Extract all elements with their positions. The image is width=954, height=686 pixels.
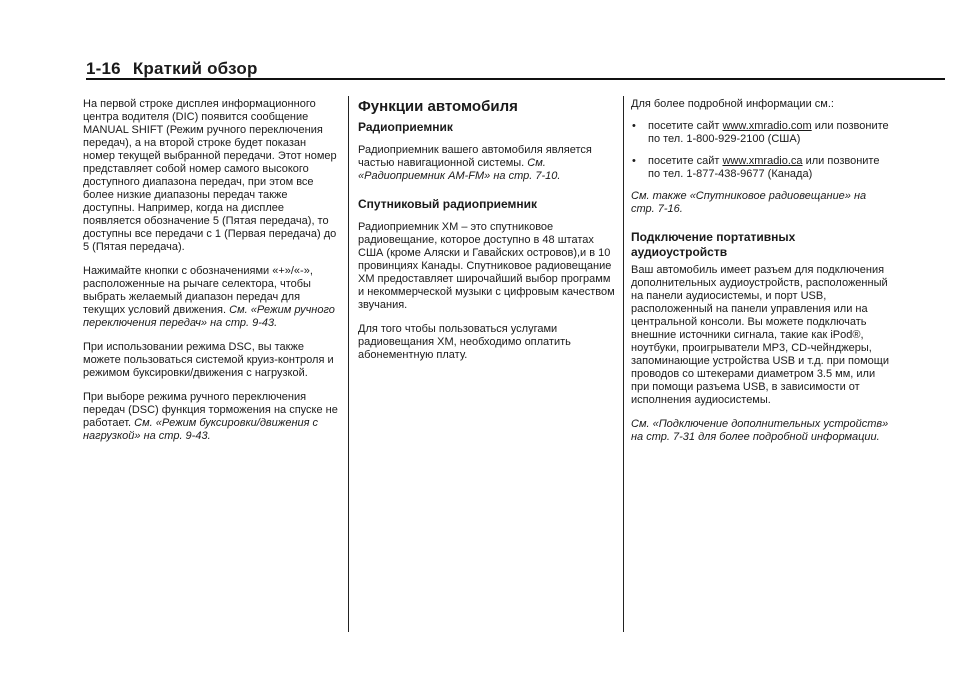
am-fm-reference: См. «Радиоприемник AM-FM» на стр. 7-10. (358, 157, 561, 182)
portable-audio-heading: Подключение портативных аудиоустройств (631, 230, 796, 259)
more-info-intro: Для более подробной информации см.: (631, 98, 834, 110)
column-divider-right (623, 96, 624, 632)
radio-paragraph (358, 144, 615, 183)
page-number: 1-16 (86, 59, 121, 78)
list-item (631, 155, 891, 181)
page-heading (86, 59, 258, 79)
bullet-text: посетите сайт (648, 155, 723, 167)
contact-list (631, 120, 891, 181)
satellite-reference: См. также «Спутниковое радиовещание» на стр. 7-16. (631, 190, 867, 215)
selector-text: Нажимайте кнопки с обозначениями «+»/«-», расположенные на рычаге селектора, чтобы выбрать желаемый диапазон передач для текущих условий движения. (83, 265, 313, 316)
towing-reference: См. «Режим буксировки/движения с нагрузкой» на стр. 9-43. (83, 417, 319, 442)
radio-heading: Радиоприемник (358, 120, 453, 134)
radio-text: Радиоприемник вашего автомобиля является частью навигационной системы. (358, 144, 592, 169)
manual-shift-reference: См. «Режим ручного переключения передач» на стр. 9-43. (83, 304, 335, 329)
column-left (83, 98, 338, 454)
dic-paragraph: На первой строке дисплея информационного центра водителя (DIC) появится сообщение MANUAL SHIFT (Режим ручного переключения передач), а на второй строке будет показан номер текущей выбранной передачи. Этот номер представляет собой номер самого высокого доступного диапазона передач, при этом все более низкие диапазоны передач также доступны. Например, когда на дисплее появляется обозначение 5 (Пятая передача), то доступны все передачи с 1 (Первая передача) до 5 (Пятая передача). (83, 98, 337, 253)
bullet-text: посетите сайт (648, 120, 723, 132)
list-item (631, 120, 891, 146)
column-middle (358, 98, 615, 373)
aux-devices-reference: См. «Подключение дополнительных устройств» на стр. 7-31 для более подробной информации. (631, 418, 889, 443)
section-title: Краткий обзор (132, 59, 258, 78)
hill-descent-text: При выборе режима ручного переключения передач (DSC) функция торможения на спуске не работает. (83, 391, 338, 429)
header-rule (86, 78, 945, 80)
xmradio-com-link[interactable]: www.xmradio.com (722, 120, 812, 132)
column-divider-left (348, 96, 349, 632)
satellite-paragraph: Радиоприемник XM – это спутниковое радиовещание, которое доступно в 48 штатах США (кроме Аляски и Гавайских островов),и в 10 провинциях Канады. Спутниковое радиовещание XM предоставляет широчайший выбор программ и некоммерческой музыки с цифровым качеством звучания. (358, 221, 615, 311)
vehicle-features-heading: Функции автомобиля (358, 98, 518, 115)
dsc-paragraph: При использовании режима DSC, вы также можете пользоваться системой круиз-контроля и режимом буксировки/движения с нагрузкой. (83, 341, 334, 379)
hill-descent-paragraph (83, 391, 338, 443)
satellite-radio-heading: Спутниковый радиоприемник (358, 197, 538, 211)
xmradio-ca-link[interactable]: www.xmradio.ca (722, 155, 803, 167)
bullet-text: или позвоните по тел. 1-800-929-2100 (США) (648, 120, 889, 145)
page-header (86, 59, 945, 79)
selector-paragraph (83, 265, 338, 330)
column-right (631, 98, 891, 455)
portable-audio-paragraph: Ваш автомобиль имеет разъем для подключения дополнительных аудиоустройств, расположенный на панели аудиосистемы, и порт USB, расположенный на панели управления или на центральной консоли. Вы можете подключать внешние источники сигнала, такие как iPod®, ноутбуки, проигрыватели MP3, CD-чейнджеры, запоминающие устройства USB и т.д. при помощи проводов со штекерами диаметром 3.5 мм, или при помощи разъема USB, в зависимости от исполнения аудиосистемы. (631, 264, 889, 406)
subscription-paragraph: Для того чтобы пользоваться услугами радиовещания XM, необходимо оплатить абонементную плату. (358, 323, 571, 361)
bullet-text: или позвоните по тел. 1-877-438-9677 (Канада) (648, 155, 880, 180)
